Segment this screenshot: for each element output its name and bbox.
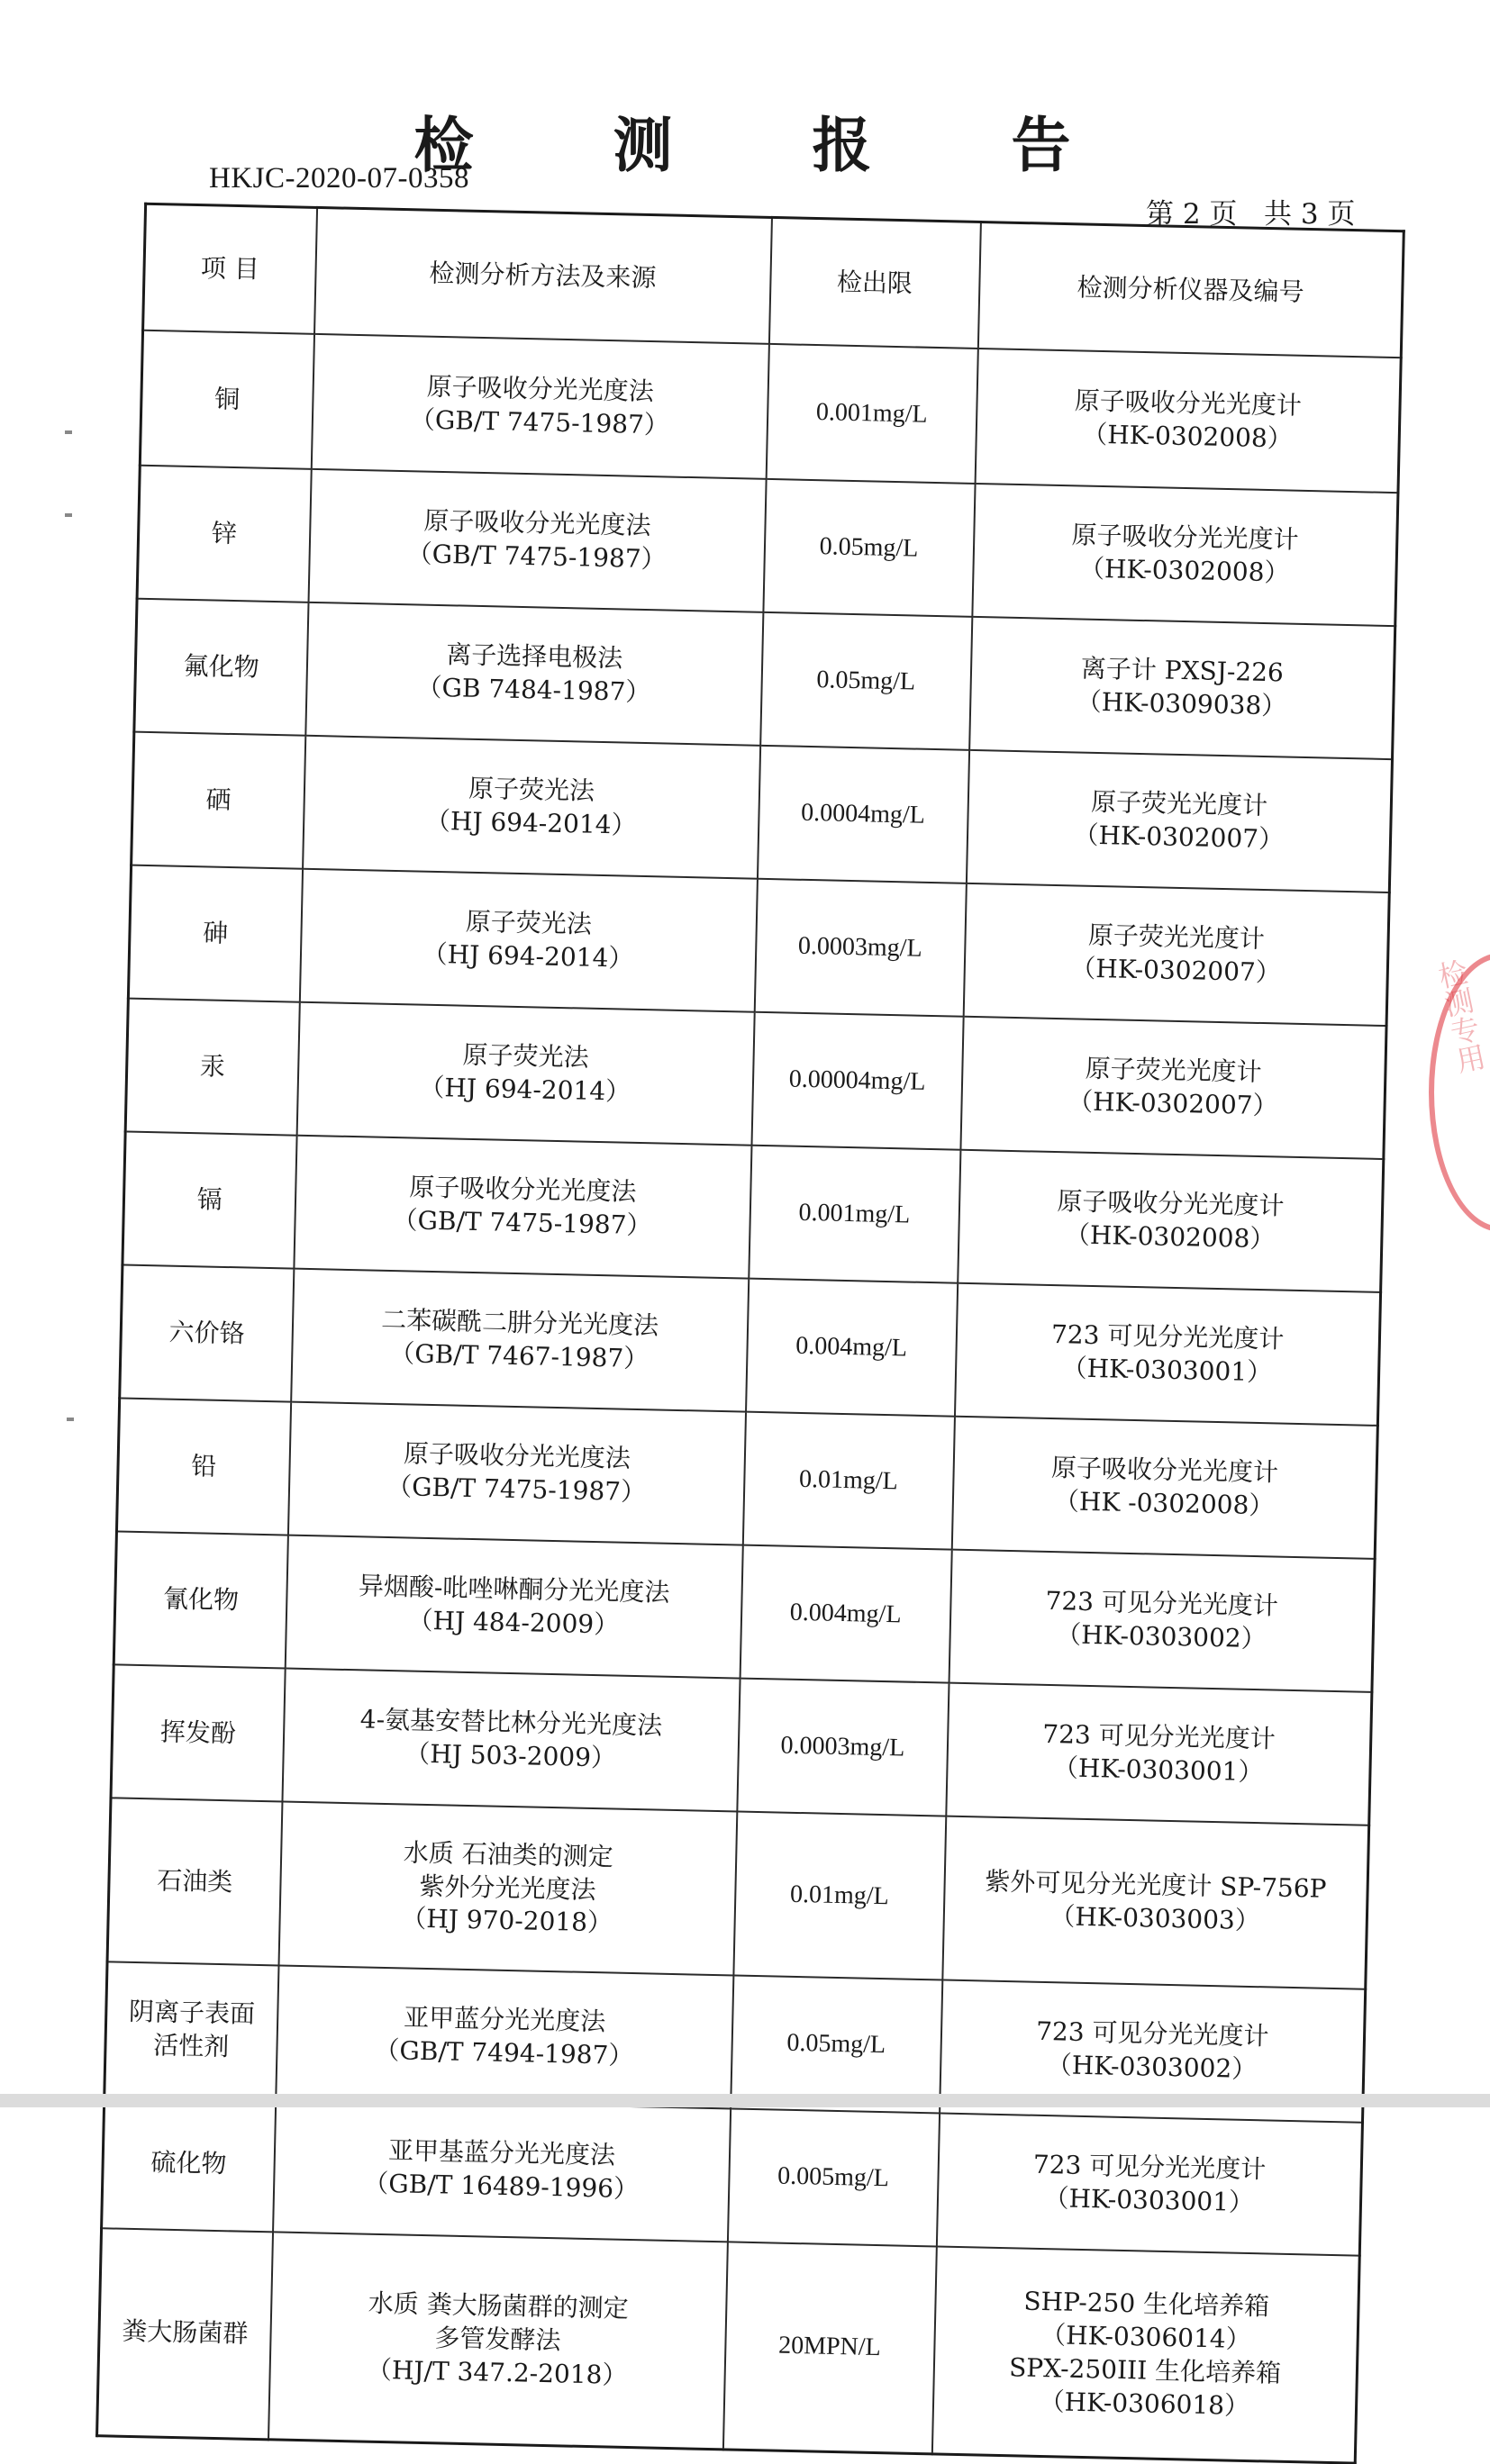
method-cell <box>282 1669 740 1812</box>
instrument-cell <box>942 1816 1369 1989</box>
detection-limit-cell: 0.001mg/L <box>766 344 977 484</box>
instrument-cell-line: 723 可见分光光度计 <box>1045 1585 1279 1621</box>
method-cell-line: （HJ 484-2009） <box>407 1605 620 1640</box>
method-cell <box>299 869 757 1012</box>
method-cell-line: 二苯碳酰二肼分光光度法 <box>380 1304 659 1341</box>
table-row <box>140 331 1401 493</box>
instrument-cell <box>954 1283 1380 1426</box>
instrument-cell <box>949 1550 1375 1692</box>
method-cell-line: 原子吸收分光光度法 <box>409 1172 637 1207</box>
instrument-cell <box>960 1017 1386 1159</box>
item-cell <box>114 1531 287 1668</box>
scan-edge-band <box>0 2094 1490 2107</box>
item-cell-line: 汞 <box>199 1050 226 1082</box>
method-cell <box>303 736 760 879</box>
item-cell-line: 氟化物 <box>183 650 260 683</box>
instrument-cell-line: SHP-250 生化培养箱 <box>1023 2286 1270 2322</box>
instrument-cell-line: （HK-0303002） <box>1046 2050 1258 2085</box>
method-cell-line: 原子吸收分光光度法 <box>426 371 655 407</box>
instrument-cell-line: （HK-0309038） <box>1076 686 1287 721</box>
table-body <box>97 331 1402 2463</box>
method-cell <box>294 1136 751 1279</box>
instrument-cell-line: （HK-0302008） <box>1078 553 1290 588</box>
scan-mark <box>65 513 72 517</box>
method-cell-line: （GB 7484-1987） <box>416 672 651 708</box>
detection-limit-cell: 0.005mg/L <box>727 2108 939 2246</box>
instrument-cell <box>951 1417 1377 1559</box>
instrument-cell-line: （HK-0303003） <box>1049 1901 1261 1936</box>
instrument-cell <box>931 2246 1359 2462</box>
item-cell <box>140 331 313 469</box>
instrument-cell-line: （HK-0302007） <box>1070 953 1282 988</box>
method-cell <box>268 2232 728 2449</box>
method-cell <box>305 602 763 746</box>
instrument-cell-line: （HK-0306018） <box>1039 2386 1250 2421</box>
item-cell-line: 挥发酚 <box>159 1717 237 1748</box>
detection-limit-cell: 0.0003mg/L <box>737 1679 949 1816</box>
instrument-cell-line: （HK-0306014） <box>1040 2319 1252 2354</box>
method-cell <box>308 469 766 612</box>
method-cell-line: 原子吸收分光光度法 <box>423 505 651 541</box>
detection-limit-cell: 0.004mg/L <box>740 1545 951 1683</box>
method-cell-line: 亚甲蓝分光光度法 <box>403 2002 606 2037</box>
item-cell <box>120 1264 294 1401</box>
method-cell <box>287 1402 745 1545</box>
instrument-cell-line: 原子荧光光度计 <box>1087 919 1266 955</box>
method-cell <box>291 1269 749 1412</box>
scan-mark <box>67 1418 74 1421</box>
instrument-cell-line: 原子吸收分光光度计 <box>1074 385 1303 421</box>
column-header-limit: 检出限 <box>768 217 980 349</box>
method-cell-line: 原子荧光法 <box>465 906 593 939</box>
item-cell-line: 砷 <box>202 917 229 948</box>
page-title: 检 测 报 告 <box>413 110 1131 180</box>
instrument-cell <box>969 617 1395 759</box>
instrument-cell <box>963 883 1389 1026</box>
instrument-cell-line: 紫外可见分光光度计 SP-756P <box>985 1866 1327 1904</box>
instrument-cell-line: 原子吸收分光光度计 <box>1050 1453 1279 1488</box>
instrument-cell <box>975 349 1401 493</box>
item-cell-line: 镉 <box>196 1183 223 1215</box>
red-seal-stamp-text: 检测专用 <box>1431 956 1489 1077</box>
method-cell-line: 水质 粪大肠菌群的测定 <box>368 2288 630 2324</box>
instrument-cell-line: 723 可见分光光度计 <box>1032 2149 1267 2185</box>
method-cell-line: 紫外分光光度法 <box>419 1871 596 1905</box>
method-cell-line: （HJ 694-2014） <box>424 805 637 840</box>
method-cell <box>273 2098 731 2242</box>
method-cell-line: （GB/T 16489-1996） <box>363 2168 640 2205</box>
method-cell-line: （HJ/T 347.2-2018） <box>366 2354 628 2391</box>
report-table <box>95 203 1405 2464</box>
detection-limit-cell: 0.00004mg/L <box>751 1012 963 1150</box>
method-cell-line: （GB/T 7475-1987） <box>392 1205 652 1241</box>
detection-limit-cell: 0.05mg/L <box>760 612 972 750</box>
method-cell-line: （GB/T 7494-1987） <box>374 2034 634 2071</box>
detection-limit-cell: 0.05mg/L <box>763 479 975 617</box>
instrument-cell-line: （HK-0303002） <box>1055 1619 1267 1654</box>
instrument-cell <box>946 1683 1372 1825</box>
method-cell-line: 原子荧光法 <box>462 1039 589 1073</box>
column-header-method: 检测分析方法及来源 <box>314 207 772 343</box>
item-cell <box>116 1398 290 1535</box>
method-cell-line: 异烟酸-吡唑啉酮分光光度法 <box>358 1571 670 1608</box>
instrument-cell-line: （HK-0303001） <box>1043 2183 1255 2218</box>
item-cell-line: 石油类 <box>156 1865 233 1897</box>
item-cell-line: 锌 <box>211 517 238 548</box>
instrument-cell-line: （HK-0302008） <box>1064 1219 1276 1255</box>
item-cell-line: 铅 <box>190 1450 217 1481</box>
detection-limit-cell: 0.01mg/L <box>742 1412 954 1550</box>
item-cell <box>137 466 311 602</box>
page-number: 第 2 页 共 3 页 <box>1146 198 1356 231</box>
instrument-cell-line: （HK -0302008） <box>1053 1486 1275 1521</box>
instrument-cell-line: 原子荧光光度计 <box>1085 1053 1263 1088</box>
instrument-cell-line: （HK-0303001） <box>1061 1353 1273 1388</box>
instrument-cell-line: （HK-0302007） <box>1067 1086 1278 1121</box>
method-cell-line: （HJ 694-2014） <box>422 938 634 974</box>
method-cell-line: 4-氨基安替比林分光光度法 <box>359 1704 663 1741</box>
item-cell-line: 硒 <box>205 784 232 815</box>
instrument-cell <box>966 750 1392 892</box>
detection-limit-cell: 0.001mg/L <box>749 1146 960 1283</box>
item-cell-line: 氰化物 <box>162 1583 240 1615</box>
item-cell-line: 硫化物 <box>150 2146 227 2179</box>
report-number: HKJC-2020-07-0358 <box>209 162 469 195</box>
method-cell-line: （HJ 970-2018） <box>400 1903 613 1938</box>
column-header-item: 项 目 <box>143 204 317 334</box>
method-cell-line: （HJ 694-2014） <box>419 1072 631 1107</box>
item-cell-line: 粪大肠菌群 <box>121 2316 249 2350</box>
method-cell <box>296 1002 754 1146</box>
method-cell-line: 水质 石油类的测定 <box>403 1837 614 1872</box>
instrument-cell <box>972 484 1398 626</box>
detection-limit-cell: 0.05mg/L <box>731 1975 942 2113</box>
method-cell <box>285 1535 742 1679</box>
method-cell <box>311 334 768 479</box>
detection-limit-cell: 0.01mg/L <box>733 1812 946 1980</box>
item-cell <box>104 1961 278 2098</box>
instrument-cell-line: 原子荧光光度计 <box>1090 786 1268 821</box>
table-row <box>107 1798 1369 1988</box>
item-cell <box>102 2095 276 2232</box>
method-cell-line: （GB/T 7475-1987） <box>409 404 670 440</box>
item-cell <box>125 999 299 1136</box>
item-cell-line: 阴离子表面 <box>128 1996 256 2029</box>
method-cell-line: （HJ 503-2009） <box>404 1738 617 1773</box>
detection-limit-cell: 0.004mg/L <box>746 1279 958 1417</box>
method-cell-line: （GB/T 7475-1987） <box>406 539 667 575</box>
instrument-cell-line: 原子吸收分光光度计 <box>1057 1186 1285 1221</box>
item-cell-line: 铜 <box>214 384 241 414</box>
instrument-cell-line: （HK-0302008） <box>1081 419 1294 454</box>
instrument-cell-line: 723 可见分光光度计 <box>1050 1319 1285 1354</box>
instrument-cell-line: 离子计 PXSJ-226 <box>1080 653 1285 688</box>
scan-mark <box>65 430 72 434</box>
item-cell <box>132 732 305 869</box>
instrument-cell <box>958 1150 1384 1292</box>
instrument-cell-line: SPX-250III 生化培养箱 <box>1008 2351 1282 2388</box>
detection-limit-cell: 20MPN/L <box>722 2242 936 2453</box>
method-cell-line: 亚甲基蓝分光光度法 <box>387 2135 616 2170</box>
item-cell <box>111 1664 285 1801</box>
item-cell <box>123 1132 296 1269</box>
method-cell-line: 原子荧光法 <box>468 773 595 806</box>
method-cell <box>278 1801 737 1975</box>
instrument-cell <box>936 2113 1362 2255</box>
item-cell-line: 活性剂 <box>152 2030 230 2062</box>
detection-limit-cell: 0.0004mg/L <box>757 746 968 883</box>
item-cell-line: 六价铬 <box>168 1317 245 1348</box>
instrument-cell-line: （HK-0303001） <box>1052 1753 1264 1788</box>
instrument-cell-line: 723 可见分光光度计 <box>1035 2016 1269 2052</box>
method-cell-line: 原子吸收分光光度法 <box>403 1438 631 1473</box>
instrument-cell-line: 原子吸收分光光度计 <box>1071 520 1299 555</box>
detection-limit-cell: 0.0003mg/L <box>754 879 966 1017</box>
item-cell <box>128 865 302 1002</box>
method-cell-line: （GB/T 7475-1987） <box>386 1471 647 1508</box>
instrument-cell-line: （HK-0302007） <box>1073 820 1285 855</box>
method-cell-line: 多管发酵法 <box>434 2323 561 2356</box>
table-row <box>97 2228 1360 2462</box>
method-cell-line: （GB/T 7467-1987） <box>389 1337 650 1374</box>
item-cell <box>97 2228 273 2439</box>
method-cell-line: 离子选择电极法 <box>445 639 623 674</box>
item-cell <box>134 599 308 736</box>
method-cell <box>276 1965 733 2108</box>
column-header-instrument: 检测分析仪器及编号 <box>977 222 1404 358</box>
item-cell <box>107 1798 282 1965</box>
instrument-cell-line: 723 可见分光光度计 <box>1042 1718 1276 1754</box>
